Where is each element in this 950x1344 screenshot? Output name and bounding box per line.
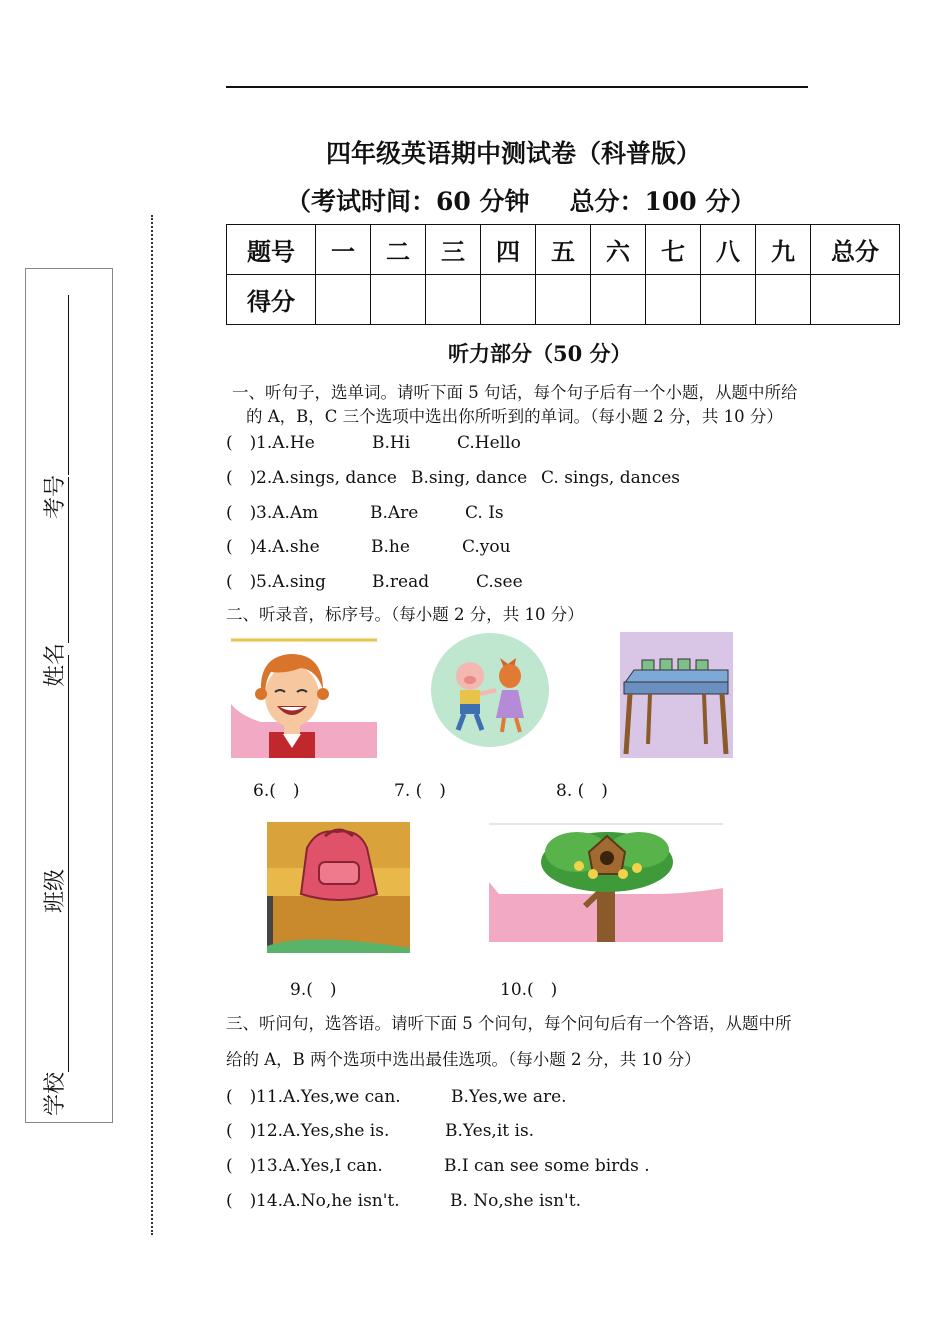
option-a: 5.A.sing [256, 572, 326, 592]
answer-blank[interactable]: ( ) [226, 537, 257, 557]
option-c: C.Hello [457, 433, 521, 453]
exam-time: （考试时间：60 分钟 [286, 187, 530, 216]
class-blank[interactable] [48, 655, 69, 869]
exam-number-field[interactable] [38, 295, 69, 519]
school-label: 学校 [43, 1071, 68, 1116]
table-cell: 得分 [227, 275, 316, 325]
table-cell: 六 [591, 225, 646, 275]
class-field[interactable] [38, 655, 69, 913]
table-cell: 八 [701, 225, 756, 275]
schoolbag-picture [267, 822, 410, 953]
option-b: B.Hi [372, 433, 411, 453]
answer-blank[interactable]: ( ) [226, 1156, 257, 1176]
part1-instruction-line2: 的 A，B，C 三个选项中选出你所听到的单词。（每小题 2 分，共 10 分） [246, 407, 783, 426]
question-14 [226, 1186, 581, 1211]
picture-label-8[interactable]: 8. ( ) [556, 781, 608, 801]
exam-info [286, 182, 755, 218]
score-entry-cell[interactable] [481, 275, 536, 325]
part2-instruction: 二、听录音，标序号。（每小题 2 分，共 10 分） [226, 605, 584, 624]
exam-total-score: 总分：100 分） [569, 187, 756, 216]
option-a: 12.A.Yes,she is. [256, 1121, 390, 1141]
answer-blank[interactable]: ( ) [226, 503, 257, 523]
option-b: B.Are [370, 503, 419, 523]
question-2 [226, 463, 680, 488]
picture-label-7[interactable]: 7. ( ) [394, 781, 446, 801]
question-5 [226, 567, 523, 592]
option-c: C.see [476, 572, 523, 592]
table-cell: 一 [316, 225, 371, 275]
answer-blank[interactable]: ( ) [226, 572, 257, 592]
answer-blank[interactable]: ( ) [226, 468, 257, 488]
option-a: 14.A.No,he isn't. [256, 1191, 400, 1211]
question-1 [226, 428, 521, 453]
class-label: 班级 [43, 868, 68, 913]
animals-dancing-picture [430, 632, 550, 748]
table-cell: 五 [536, 225, 591, 275]
option-b: B. No,she isn't. [450, 1191, 581, 1211]
option-a: 13.A.Yes,I can. [256, 1156, 383, 1176]
picture-label-6[interactable]: 6.( ) [253, 781, 300, 801]
option-c: C. sings, dances [541, 468, 681, 488]
score-table [226, 224, 900, 325]
table-cell: 总分 [811, 225, 900, 275]
question-4 [226, 532, 511, 557]
table-cell: 题号 [227, 225, 316, 275]
score-table-score-row [227, 275, 900, 325]
table-cell: 七 [646, 225, 701, 275]
exam-number-blank[interactable] [48, 295, 69, 475]
section-heading: 听力部分（50 分） [448, 341, 632, 366]
option-b: B.Yes,we are. [451, 1087, 567, 1107]
score-entry-cell[interactable] [701, 275, 756, 325]
answer-blank[interactable]: ( ) [226, 1191, 257, 1211]
table-cell: 三 [426, 225, 481, 275]
option-a: 3.A.Am [256, 503, 319, 523]
score-entry-cell[interactable] [536, 275, 591, 325]
option-a: 11.A.Yes,we can. [256, 1087, 401, 1107]
name-label: 姓名 [43, 642, 68, 687]
score-entry-cell[interactable] [756, 275, 811, 325]
question-13 [226, 1151, 650, 1176]
answer-blank[interactable]: ( ) [226, 1121, 257, 1141]
option-b: B.read [372, 572, 430, 592]
option-a: 4.A.she [256, 537, 320, 557]
question-12 [226, 1116, 534, 1141]
option-c: C. Is [465, 503, 504, 523]
binding-cut-line [151, 215, 153, 1235]
page-title: 四年级英语期中测试卷（科普版） [326, 139, 702, 168]
header-rule [226, 86, 808, 88]
option-a: 1.A.He [256, 433, 315, 453]
score-table-header-row [227, 225, 900, 275]
desk-with-cups-picture [620, 632, 733, 758]
score-entry-cell[interactable] [371, 275, 426, 325]
answer-blank[interactable]: ( ) [226, 1087, 257, 1107]
exam-number-label: 考号 [43, 474, 68, 519]
score-entry-cell[interactable] [591, 275, 646, 325]
score-entry-cell[interactable] [316, 275, 371, 325]
part1-instruction-line1: 一、听句子，选单词。请听下面 5 句话，每个句子后有一个小题，从题中所给 [232, 383, 798, 402]
part3-instruction-line1: 三、听问句，选答语。请听下面 5 个问句，每个问句后有一个答语，从题中所 [226, 1014, 792, 1033]
option-c: C.you [462, 537, 511, 557]
option-b: B.I can see some birds . [444, 1156, 650, 1176]
score-entry-cell[interactable] [811, 275, 900, 325]
question-11 [226, 1082, 567, 1107]
tree-birds-picture [489, 822, 723, 942]
option-b: B.sing, dance [411, 468, 528, 488]
picture-label-9[interactable]: 9.( ) [290, 980, 337, 1000]
boy-smiling-picture [231, 634, 377, 758]
part3-instruction-line2: 给的 A，B 两个选项中选出最佳选项。（每小题 2 分，共 10 分） [226, 1050, 701, 1069]
picture-label-10[interactable]: 10.( ) [500, 980, 558, 1000]
option-b: B.he [371, 537, 410, 557]
table-cell: 二 [371, 225, 426, 275]
table-cell: 九 [756, 225, 811, 275]
question-3 [226, 498, 504, 523]
option-b: B.Yes,it is. [445, 1121, 535, 1141]
score-entry-cell[interactable] [646, 275, 701, 325]
answer-blank[interactable]: ( ) [226, 433, 257, 453]
option-a: 2.A.sings, dance [256, 468, 397, 488]
score-entry-cell[interactable] [426, 275, 481, 325]
table-cell: 四 [481, 225, 536, 275]
